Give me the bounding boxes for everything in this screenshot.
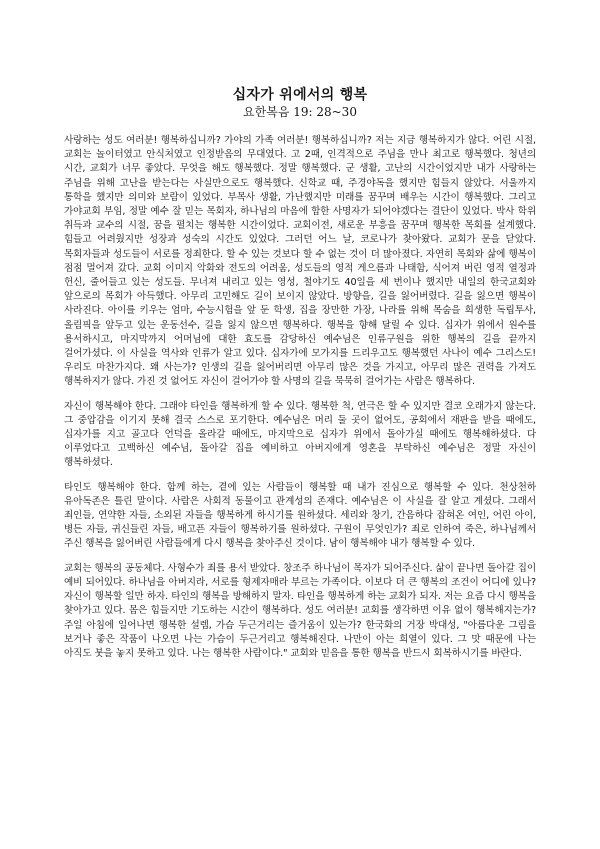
paragraph-3: 타인도 행복해야 한다. 함께 하는, 곁에 있는 사람들이 행복할 때 내가 진심으로 행복할 수 있다. 천상천하 유아독존은 틀린 말이다. 사람은 사회적 동물이고 관계성의 존재다. 예수님은 이 사실을 잘 알고 계셨다. 그래서 죄인들, 연약한 자들, 소외된 자들을 행복하게 하시기를 원하셨다. 세리와 창기, 간음하다 잡혀온 여인, 어린 아이, 병든 자들, 귀신들린 자들, 배고픈 자들이 행복하기를 원하셨다. 구원이 무엇인가? 죄로 인하여 죽은, 하나님께서 주신 행복을 잃어버린 사람들에게 다시 행복을 찾아주신 것이다. 남이 행복해야 내가 행복할 수 있다. (64, 481, 536, 550)
paragraph-4: 교회는 행복의 공동체다. 사형수가 죄를 용서 받았다. 창조주 하나님이 목자가 되어주신다. 삶이 끝나면 돌아갈 집이 예비 되어있다. 하나님을 아버지라, 서로를 형제자매라 부르는 가족이다. 이보다 더 큰 행복의 조건이 어디에 있나? 자신이 행복할 일만 하자. 타인의 행복을 방해하지 말자. 타인을 행복하게 하는 교회가 되자. 저는 요즘 다시 행복을 찾아가고 있다. 몸은 힘들지만 기도하는 시간이 행복하다. 성도 여러분! 교회를 생각하면 이유 없이 행복해지는가? 주일 아침에 일어나면 행복한 설렘, 가슴 두근거리는 즐거움이 있는가? 한국화의 거장 박대성, "아름다운 그림을 보거나 좋은 작품이 나오면 나는 가슴이 두근거리고 행복해진다. 나만이 아는 희열이 있다. 그 맛 때문에 나는 아직도 붓을 놓지 못하고 있다. 나는 행복한 사람이다." 교회와 믿음을 통한 행복을 반드시 회복하시기를 바란다. (64, 562, 536, 659)
paragraph-1: 사랑하는 성도 여러분! 행복하십니까? 가야의 가족 여러분! 행복하십니까? 저는 지금 행복하지가 않다. 어린 시절, 교회는 놀이터였고 안식처였고 인정받음의 무대였다. 고 2때, 인격적으로 주님을 만나 최고로 행복했다. 청년의 시간, 교회가 너무 좋았다. 무엇을 해도 행복했다. 정말 행복했다. 군 생활, 고난의 시간이었지만 내가 사랑하는 주님을 위해 고난을 받는다는 사실만으로도 행복했다. 신학교 때, 주경야독을 했지만 힘들지 않았다. 서울까지 통학을 했지만 의미와 보람이 있었다. 부목사 생활, 가난했지만 미래를 꿈꾸며 배우는 시간이 행복했다. 그리고 가야교회 부임, 정말 예수 잘 믿는 목회자, 하나님의 마음에 합한 사명자가 되어야겠다는 결단이 있었다. 박사 학위 취득과 교수의 시절, 꿈을 펼치는 행복한 시간이었다. 교회이전, 새로운 부흥을 꿈꾸며 행복한 목회를 설계했다. 힘들고 어려웠지만 성장과 성숙의 시간도 있었다. 그러던 어느 날, 코로나가 찾아왔다. 교회가 문을 닫았다. 목회자들과 성도들이 서로를 정죄한다. 할 수 있는 것보다 할 수 없는 것이 더 많아졌다. 자연히 목회와 삶에 행복이 점점 멀어져 갔다. 교회 이미지 악화와 전도의 어려움, 성도들의 영적 게으름과 나태함, 식어져 버린 영적 열정과 헌신, 줄어들고 있는 성도들. 무너져 내리고 있는 영성, 철야기도 40일을 세 번이나 했지만 내일의 한국교회와 앞으로의 목회가 아득했다. 아무리 고민해도 길이 보이지 않았다. 방향을, 길을 잃어버렸다. 길을 잃으면 행복이 사라진다. 아이를 키우는 엄마, 수능시험을 앞 둔 학생, 집을 장만한 가장, 나라를 위해 목숨을 희생한 독립투사, 올림픽을 앞두고 있는 운동선수, 길을 잃지 않으면 행복하다. 행복을 향해 달릴 수 있다. 십자가 위에서 원수를 용서하시고, 마지막까지 어머님에 대한 효도를 감당하신 예수님은 인류구원을 위한 행복의 길을 끝까지 걸어가셨다. 이 사실을 역사와 인류가 알고 있다. 십자가에 모가지를 드리우고도 행복했던 사나이 예수 그리스도! 우리도 마찬가지다. 왜 사는가? 인생의 길을 잃어버리면 아무리 많은 것을 가지고, 아무리 많은 권력을 가져도 행복하지가 않다. 가진 것 없어도 자신이 걸어가야 할 사명의 길을 묵묵히 걸어가는 사람은 행복하다. (64, 135, 536, 388)
scripture-reference: 요한복음 19: 28~30 (243, 105, 357, 119)
sermon-title: 십자가 위에서의 행복 (232, 87, 368, 103)
paragraph-2: 자신이 행복해야 한다. 그래야 타인을 행복하게 할 수 있다. 행복한 척, 연극은 할 수 있지만 결코 오래가지 않는다. 그 중압감을 이기지 못해 결국 스스로 포기한다. 예수님은 머리 둘 곳이 없어도, 공회에서 재판을 받을 때에도, 십자가를 지고 골고다 언덕을 올라갈 때에도, 마지막으로 십자가 위에서 돌아가실 때에도 행복해하셨다. 다 이루었다고 고백하신 예수님, 돌아갈 집을 예비하고 아버지에게 영혼을 부탁하신 예수님은 정말 자신이 행복하셨다. (64, 400, 536, 469)
